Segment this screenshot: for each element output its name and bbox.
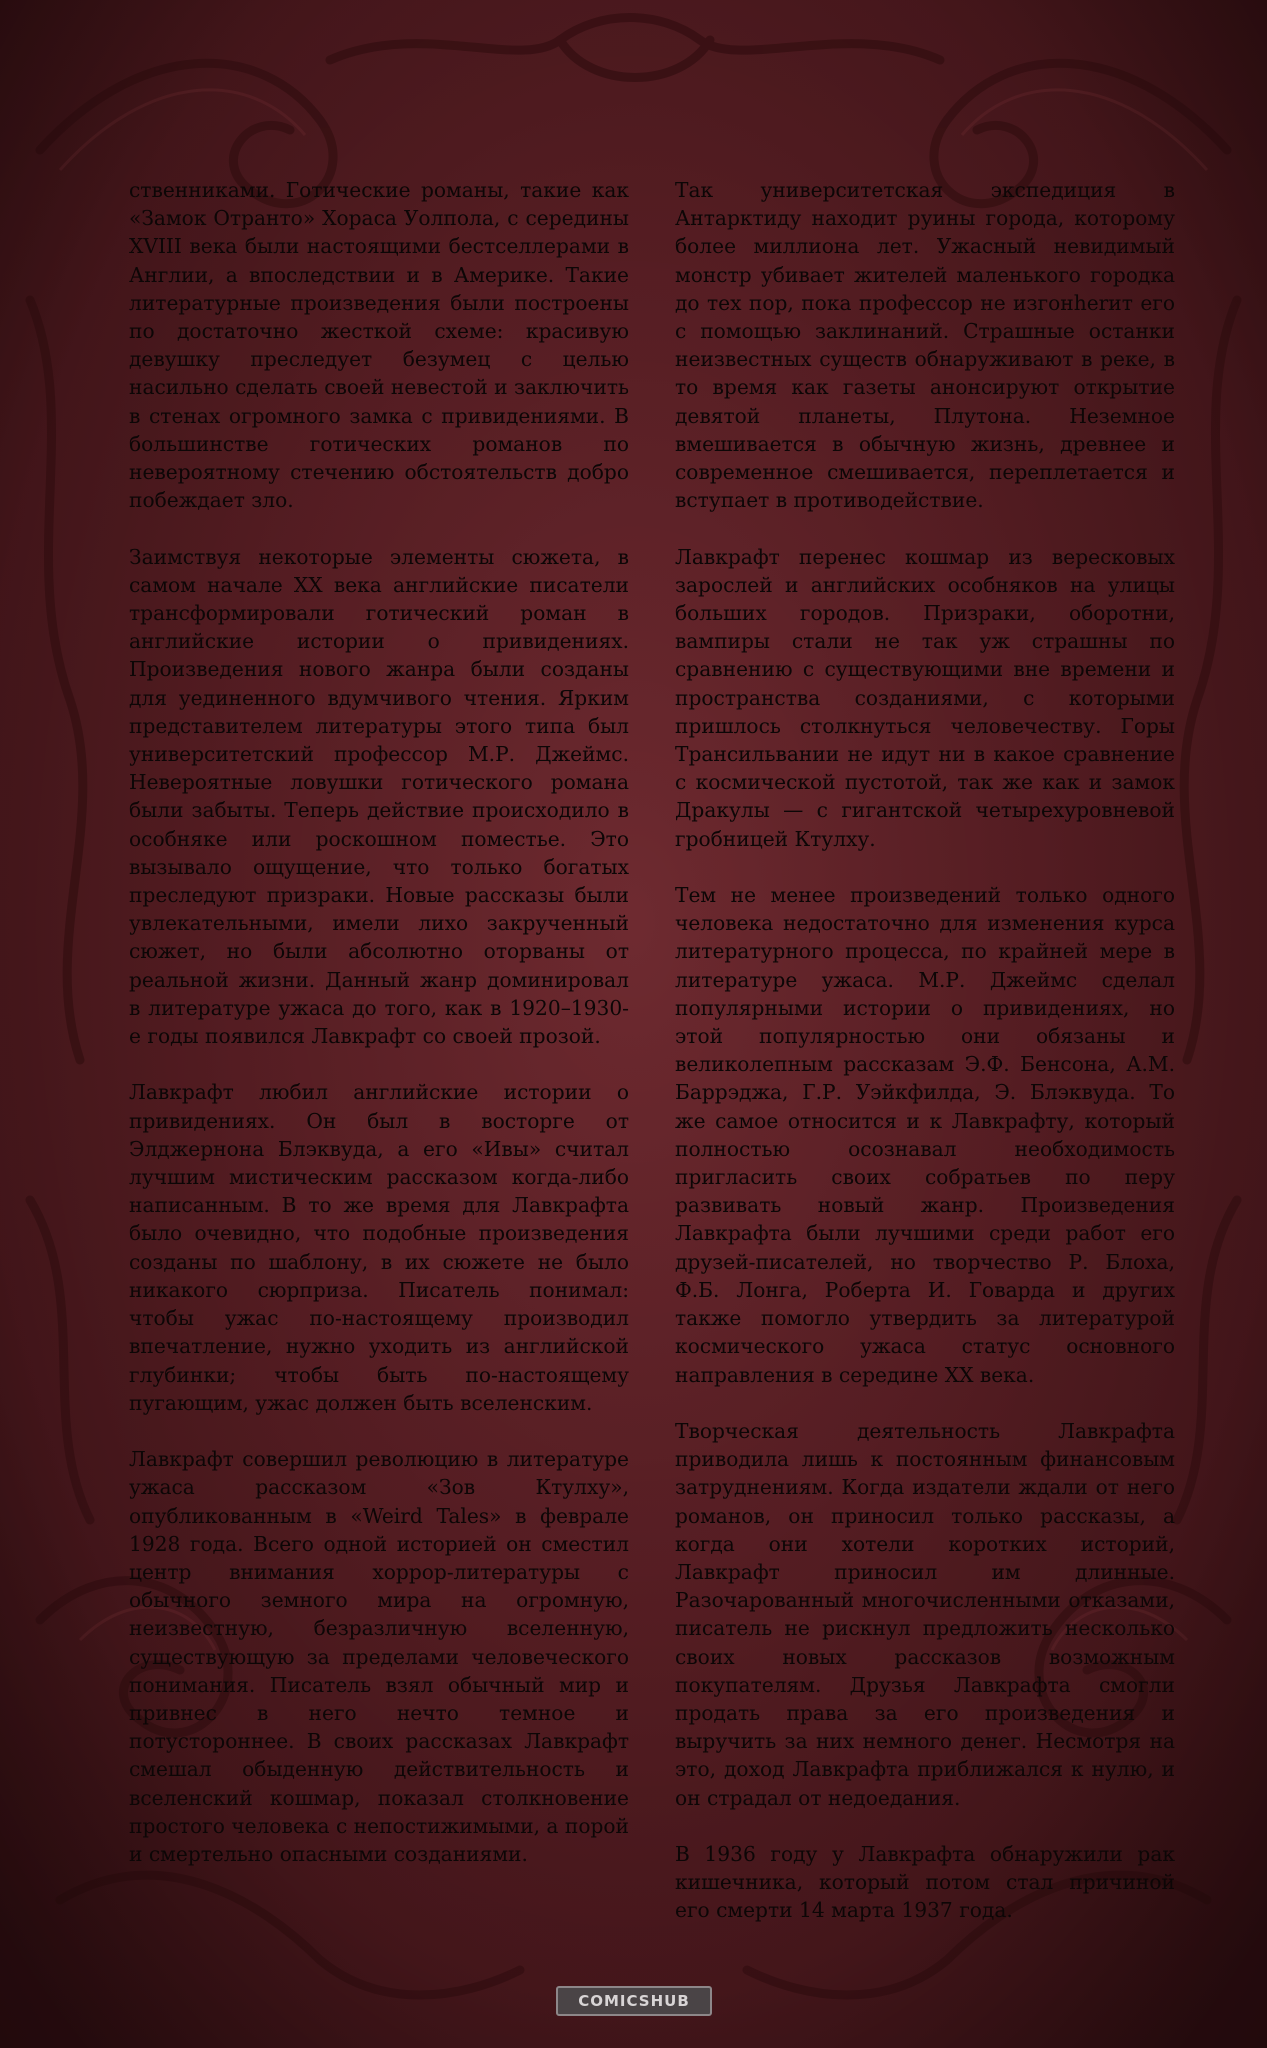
right-paragraph-2: Лавкрафт перенес кошмар из вересковых зарослей и английских особняков на улицы больших городов. Призраки, оборотни, вампиры стали не так уж страшны по сравнению с существующими вне времени и пространства созданиями, с которыми пришлось столкнуться человечеству. Горы Трансильвании не идут ни в какое сравнение с космической пустотой, так же как и замок Дракулы — с гигантской четырехуровневой гробницей Ктулху. [675, 544, 1175, 851]
left-paragraph-3: Лавкрафт любил английские истории о привидениях. Он был в восторге от Элджернона Блэквуда, а его «Ивы» считал лучшим мистическим рассказом когда-либо написанным. В то же время для Лавкрафта было очевидно, что подобные произведения созданы по шаблону, в их сюжете не было никакого сюрприза. Писатель понимал: чтобы ужас по-настоящему производил впечатление, нужно уходить из английской глубинки; чтобы быть по-настоящему пугающим, ужас должен быть вселенским. [129, 1080, 629, 1415]
right-paragraph-5: В 1936 году у Лавкрафта обнаружили рак кишечника, который потом стал причиной его смерти 14 марта 1937 года. [675, 1841, 1175, 1923]
right-paragraph-4: Творческая деятельность Лавкрафта приводила лишь к постоянным финансовым затруднениям. Когда издатели ждали от него романов, он приносил только рассказы, а когда они хотели коротких историй, Лавкрафт приносил им длинные. Разочарованный многочисленными отказами, писатель не рискнул предложить несколько своих новых рассказов возможным покупателям. Друзья Лавкрафта смогли продать права за его произведения и выручить за них немного денег. Несмотря на это, доход Лавкрафта приближался к нулю, и он страдал от недоедания. [675, 1418, 1175, 1810]
left-text-column [129, 176, 629, 1896]
right-text-column [675, 176, 1175, 1953]
left-paragraph-1: ственниками. Готические романы, такие как «Замок Отранто» Хораса Уолпола, с середины XVIII века были настоящими бестселлерами в Англии, а впоследствии и в Америке. Такие литературные произведения были построены по достаточно жесткой схеме: красивую девушку преследует безумец с целью насильно сделать своей невестой и заключить в стенах огромного замка с привидениями. В большинстве готических романов по невероятному стечению обстоятельств добро побеждает зло. [129, 178, 629, 513]
right-paragraph-3: Тем не менее произведений только одного человека недостаточно для изменения курса литературного процесса, по крайней мере в литературе ужаса. М.Р. Джеймс сделал популярными истории о привидениях, но этой популярностью они обязаны и великолепным рассказам Э.Ф. Бенсона, А.М. Баррэджа, Г.Р. Уэйкфилда, Э. Блэквуда. То же самое относится и к Лавкрафту, который полностью осознавал необходимость пригласить своих собратьев по перу развивать новый жанр. Произведения Лавкрафта были лучшими среди работ его друзей-писателей, но творчество Р. Блоха, Ф.Б. Лонга, Роберта И. Говарда и других также помогло утвердить за литературой космического ужаса статус основного направления в середине XX века. [675, 883, 1175, 1387]
left-paragraph-4: Лавкрафт совершил революцию в литературе ужаса рассказом «Зов Ктулху», опубликованным в «Weird Tales» в феврале 1928 года. Всего одной историей он сместил центр внимания хоррор-литературы с обычного земного мира на огромную, неизвестную, безразличную вселенную, существующую за пределами человеческого понимания. Писатель взял обычный мир и привнес в него нечто темное и потустороннее. В своих рассказах Лавкрафт смешал обыденную действительность и вселенский кошмар, показал столкновение простого человека с непостижимыми, а порой и смертельно опасными созданиями. [129, 1447, 630, 1866]
right-paragraph-1: Так университетская экспедиция в Антарктиду находит руины города, которому более миллиона лет. Ужасный невидимый монстр убивает жителей маленького городка до тех пор, пока профессор не изгонherит его с помощью заклинаний. Страшные останки неизвестных существ обнаруживают в реке, в то время как газеты анонсируют открытие девятой планеты, Плутона. Неземное вмешивается в обычную жизнь, древнее и современное смешивается, переплетается и вступает в противодействие. [675, 178, 1175, 513]
left-paragraph-2: Заимствуя некоторые элементы сюжета, в самом начале XX века английские писатели трансформировали готический роман в английские истории о привидениях. Произведения нового жанра были созданы для уединенного вдумчивого чтения. Ярким представителем литературы этого типа был университетский профессор М.Р. Джеймс. Невероятные ловушки готического романа были забыты. Теперь действие происходило в особняке или роскошном поместье. Это вызывало ощущение, что только богатых преследуют призраки. Новые рассказы были увлекательными, имели лихо закрученный сюжет, но были абсолютно оторваны от реальной жизни. Данный жанр доминировал в литературе ужаса до того, как в 1920–1930-е годы появился Лавкрафт со своей прозой. [129, 544, 629, 1049]
comicshub-watermark: COMICSHUB [556, 1986, 712, 2016]
